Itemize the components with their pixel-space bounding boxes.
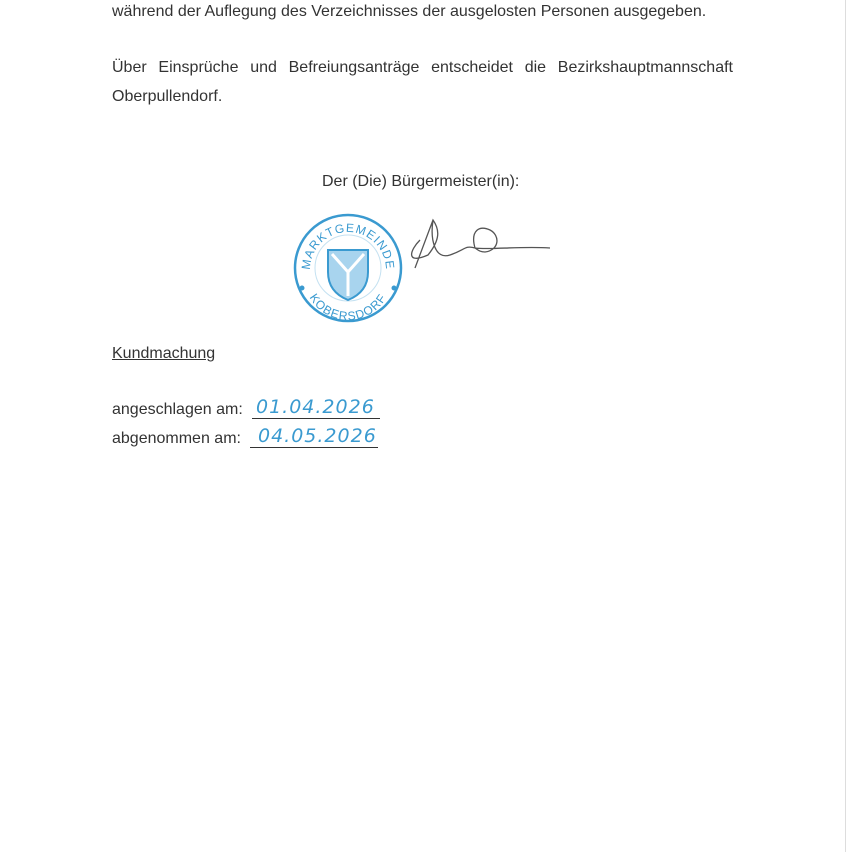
paragraph-line: Über Einsprüche und Befreiungsanträge entscheidet die Bezirkshauptmannschaft bbox=[112, 59, 733, 76]
scan-edge bbox=[845, 0, 846, 852]
signatory-label: Der (Die) Bürgermeister(in): bbox=[322, 173, 520, 190]
stamp-and-signature bbox=[290, 210, 560, 328]
svg-text:KOBERSDORF: KOBERSDORF bbox=[306, 290, 390, 324]
posted-label: angeschlagen am: bbox=[112, 401, 243, 418]
handwritten-signature bbox=[412, 220, 550, 268]
removed-label: abgenommen am: bbox=[112, 430, 241, 447]
kundmachung-heading: Kundmachung bbox=[112, 345, 216, 362]
official-stamp bbox=[295, 215, 401, 323]
text-line: während der Auflegung des Verzeichnisses der ausgelosten Personen ausgegeben. bbox=[112, 3, 707, 20]
posted-date: 01.04.2026 bbox=[256, 396, 375, 418]
paragraph-line: Oberpullendorf. bbox=[112, 88, 223, 105]
svg-text:MARKTGEMEINDE: MARKTGEMEINDE bbox=[298, 220, 398, 271]
removed-date: 04.05.2026 bbox=[258, 425, 377, 447]
